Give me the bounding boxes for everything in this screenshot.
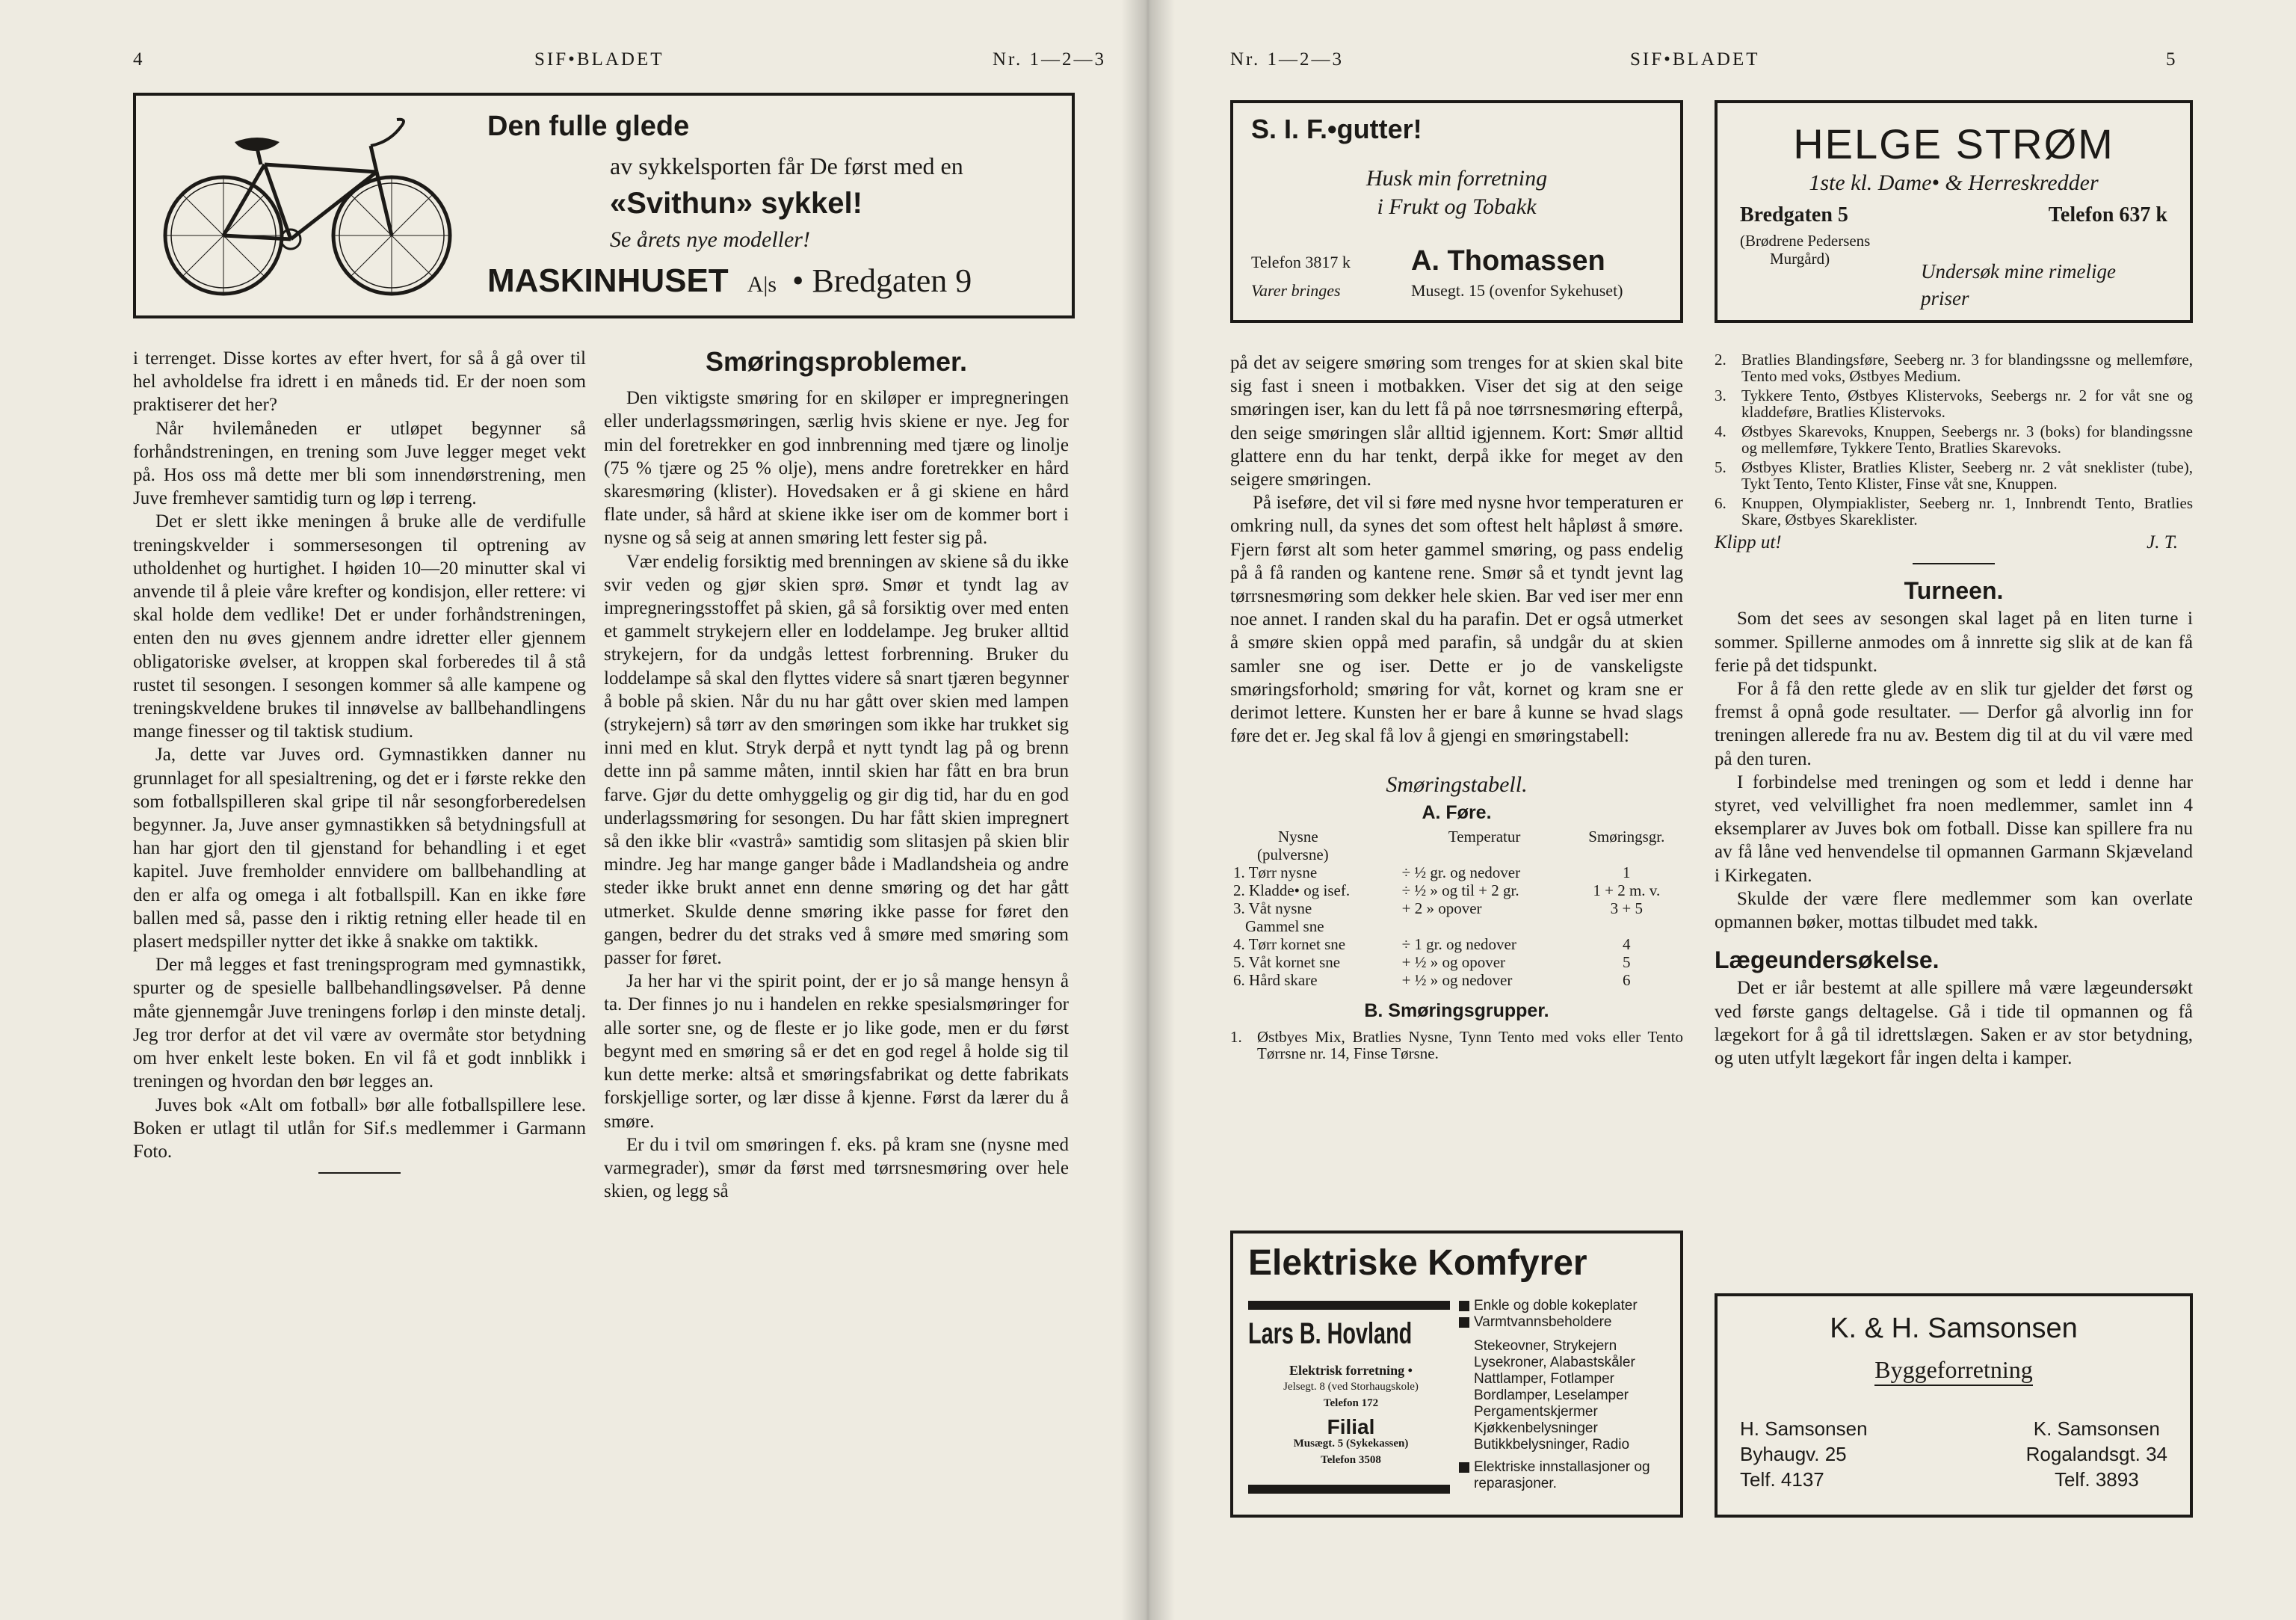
product-item: Stekeovner, Strykejern Lysekroner, Alabastskåler Nattlamper, Fotlamper Bordlamper, Leselamper Pergamentskjermer Kjøkkenbelysninger Butikkbelysninger, Radio	[1474, 1338, 1635, 1453]
paragraph: I forbindelse med treningen og som et ledd i denne har styret, ved velvillighet fra noen medlemmer, samlet inn 4 eksemplarer av Juves bok om fotball. Disse kan spillere fra nu av få låne ved henvendelse til opmannen Garmann Skjæveland i Kirkegaten.	[1715, 771, 2193, 886]
paragraph: i terrenget. Disse kortes av efter hvert, for så å gå over til hel avholdelse fra idrett i en måneds tid. Er der noen som praktiserer det her?	[133, 348, 586, 416]
ad-slogan: priser	[1921, 287, 1969, 309]
lubrication-table	[1230, 828, 1683, 989]
ad-headline	[1248, 1242, 1587, 1284]
trade-label: Byggeforretning	[1874, 1356, 2033, 1386]
column-header: Smøringsgr.	[1588, 827, 1665, 846]
branch-phone: Telefon 3508	[1321, 1454, 1381, 1466]
ad-slogan	[1233, 164, 1680, 221]
contact-phone: Telf. 4137	[1740, 1468, 1824, 1491]
table-row	[1230, 953, 1683, 971]
section-title: Turneen.	[1904, 577, 2004, 605]
shop-phone: Telefon 637 k	[2048, 203, 2167, 227]
ad-slogan: Undersøk mine rimelige	[1921, 260, 2116, 283]
item-number: 5.	[1715, 458, 1726, 476]
table-cell: ÷ ½ gr. og nedover	[1401, 863, 1521, 881]
headline-word: Komfyrer	[1428, 1243, 1587, 1283]
table-cell: 1. Tørr nysne	[1233, 863, 1318, 881]
shop-phone: Telefon 172	[1323, 1397, 1379, 1409]
paragraph: på det av seigere smøring som trenges for at skien skal bite sig fast i sneen i motbakken. Viser det sig at den seige smøringen iser, kan du lett få på noe tørrsnesmøring efterpå, den seige smøringen slår alltid igjennem. Kort: Smør alltid glattere enn du har tenkt, derpå ikke for meget av den seigere smøringen.	[1230, 353, 1683, 490]
paragraph: Ja her har vi the spirit point, der er jo så mange hensyn å ta. Der finnes jo nu i handelen en rekke spesialsmøringer for alle sorter sne, og de fleste er jo like gode, men er du først begynt med en smøring så er det en god regel å holde sig til kun dette merke: altså et smøringsfabrikat og dette fabrikats forskjellige sorter, og lær disse å kjenne. Først da lærer du å smøre.	[604, 971, 1069, 1132]
right-page	[1148, 0, 2296, 1620]
table-cell: 1	[1623, 863, 1631, 881]
ad-phone: Telefon 3817 k	[1251, 253, 1351, 271]
table-title: Smøringstabell.	[1386, 772, 1528, 798]
article-title: Smøringsproblemer.	[705, 346, 968, 377]
list-item	[1715, 459, 2193, 492]
table-cell: 5	[1623, 952, 1631, 971]
item-number: 6.	[1715, 494, 1726, 512]
article-column-4	[1715, 351, 2193, 1070]
table-section: B. Smøringsgrupper.	[1364, 1000, 1549, 1021]
group-text: Østbyes Mix, Bratlies Nysne, Tynn Tento med voks eller Tento Tørrsne nr. 14, Finse Tørsne.	[1257, 1028, 1683, 1063]
table-header-row	[1230, 828, 1683, 846]
shop-address: Bredgaten 5	[1740, 203, 1848, 227]
table-cell: 5. Våt kornet sne	[1233, 952, 1341, 971]
item-text: Østbyes Skarevoks, Knuppen, Seebergs nr. 3 (boks) for blandingssne og mellemføre, Tykkere Tento, Bratlies Skarevoks.	[1741, 422, 2193, 457]
samsonsen-ad	[1715, 1293, 2193, 1518]
column-header: Nysne	[1278, 827, 1318, 846]
shop-address: Jelsegt. 8 (ved Storhaugskole)	[1283, 1381, 1419, 1393]
paragraph: Der må legges et fast treningsprogram med gymnastikk, spurter og de spesielle ballbehandlingsøvelser. På denne måte gjennemgår Juve treningens forløp i den minste detalj. Jeg tror derfor at det vil være av overmåte stor betydning om hver enkelt leste boken. En vil få et godt innblikk i treningen og hvordan den bør legges an.	[133, 955, 586, 1092]
table-cell: + ½ » og nedover	[1401, 970, 1513, 989]
table-cell: 6. Hård skare	[1233, 970, 1318, 989]
table-row	[1230, 899, 1683, 917]
magazine-title: SIF•BLADET	[1630, 49, 1760, 70]
section-title: Lægeundersøkelse.	[1715, 946, 1939, 974]
table-row	[1230, 971, 1683, 989]
shop-name: K. & H. Samsonsen	[1830, 1313, 2078, 1344]
table-cell: 4	[1623, 934, 1631, 953]
item-text: Tykkere Tento, Østbyes Klistervoks, Seebergs nr. 2 for våt sne og kladdeføre, Bratlies Klistervoks.	[1741, 386, 2193, 421]
shop-trade: 1ste kl. Dame• & Herreskredder	[1809, 170, 2099, 195]
clip-note: Klipp ut!	[1715, 532, 1782, 552]
thomassen-ad	[1230, 100, 1683, 323]
item-text: Østbyes Klister, Bratlies Klister, Seeberg nr. 2 våt sneklister (tube), Tykt Tento, Tento Klister, Finse våt sne, Knuppen.	[1741, 458, 2193, 493]
contact-name: H. Samsonsen	[1740, 1417, 1868, 1440]
shop-address: Musegt. 15 (ovenfor Sykehuset)	[1411, 281, 1623, 300]
paragraph: Juves bok «Alt om fotball» bør alle fotballspillere lese. Boken er utlagt til utlån for Sif.s medlemmer i Garmann Foto.	[133, 1094, 586, 1162]
ad-headline: Den fulle glede	[487, 111, 690, 142]
shop-trade	[1718, 1356, 2190, 1384]
paragraph: Vær endelig forsiktig med brenningen av skiene så du ikke svir veden og gjør skien sprø. Smør et tyndt lag av impregneringsstoffet på skien, gå så forsiktig over med enten et gammelt strykejern eller en loddelampe. Jeg bruker alltid strykejern, for da undgås lettest forbrenning. Bruker du loddelampe så skal den flyttes videre så snart tjæren begynner å boble på skien. Når du nu har gått over skien med lampen (strykejern) så tørr av den smøringen som ikke har trukket sig inni med en klut. Stryk derpå et nytt tyndt lag på og brenn dette inn på samme måten, inntil skien har fått en bra brun farve. Gjør du dette omhyggelig og gir dig tid, har du en god underlagssmøring for sesongen. Du har fått skien impregnert så den ikke blir «vastrå» samtidig som slitasjen på skien blir mindre. Jeg har mange ganger både i Madlandsheia og andre steder ikke brukt annet enn denne smøring og det har gått utmerket. Skulde denne smøring ikke passe for føret den gangen, bedrer du det straks ved å smøre med smøring som passer for føret.	[604, 551, 1069, 969]
item-number: 2.	[1715, 351, 1726, 369]
page-number: 4	[133, 49, 145, 70]
product-item: Varmtvannsbeholdere	[1474, 1314, 1612, 1330]
address-note: Murgård)	[1770, 250, 1830, 268]
contact-phone: Telf. 3893	[2054, 1468, 2139, 1491]
product-item: Elektriske innstallasjoner og reparasjoner.	[1474, 1459, 1650, 1491]
ad-delivery: Varer bringes	[1251, 281, 1341, 300]
product-item: Enkle og doble kokeplater	[1474, 1298, 1638, 1313]
column-header: Temperatur	[1448, 827, 1521, 846]
shop-name: HELGE STRØM	[1793, 120, 2114, 167]
paragraph: På iseføre, det vil si føre med nysne hvor temperaturen er omkring null, da synes det som oftest helt håpløst å smøre. Fjern først alt som heter gammel smøring, og pass endelig på å få randen og kantene rene. Smør så et tyndt jevnt lag tørrsnesmøring som dekker hele skien. Bar ved iser mer enn noe annet. I randen skal du ha parafin. Det er også utmerket å smøre skien oppå med parafin, så undgår du at skien samler sne og iser. Dette er jo de vanskeligste smøringsforhold; smøring for våt, kornet og kram sne er derimot lettere. Kunsten her er bare å kunne se hvad slags føre det er. Jeg skal få lov å gjengi en smøringstabell:	[1230, 493, 1683, 747]
item-text: Knuppen, Olympiaklister, Seeberg nr. 1, Innbrendt Tento, Bratlies Skare, Østbyes Skareklister.	[1741, 494, 2193, 529]
table-cell: + ½ » og opover	[1401, 952, 1506, 971]
table-cell: 3 + 5	[1610, 899, 1643, 917]
table-cell: ÷ 1 gr. og nedover	[1401, 934, 1516, 953]
paragraph: Det er iår bestemt at alle spillere må være lægeundersøkt ved første gangs deltagelse. Gå i tide til opmannen og få lægekort for å gå til idrettslægen. Saken er av stor betydning, og uten utfylt lægekort får ingen delta i kamper.	[1715, 978, 2193, 1069]
table-row	[1230, 881, 1683, 899]
shop-name: MASKINHUSET	[487, 262, 729, 299]
list-item	[1715, 423, 2193, 456]
shop-name: Lars B. Hovland	[1248, 1317, 1413, 1350]
page-gutter	[1121, 0, 1175, 1620]
table-cell: 4. Tørr kornet sne	[1233, 934, 1346, 953]
paragraph: Når hvilemåneden er utløpet begynner så forhåndstreningen, en trening som Juve legger meget vekt på. Hos oss må dette mer bli som innendørstrening, men Juve fremhever samtidig turn og løp i terreng.	[133, 418, 586, 509]
paragraph: Skulde der være flere medlemmer som kan overlate opmannen bøker, mottas tilbudet med takk.	[1715, 888, 2193, 933]
shop-address: • Bredgaten 9	[792, 262, 972, 299]
product-list	[1459, 1298, 1677, 1492]
table-row	[1230, 863, 1683, 881]
address-note: (Brødrene Pedersens	[1740, 232, 1871, 250]
lubrication-group-list	[1715, 351, 2193, 528]
paragraph: Den viktigste smøring for en skiløper er impregneringen eller underlagssmøringen, særlig hvis skiene er nye. Jeg for min del foretrekker en god innbrenning med tjære og linolje (75 % tjære og 25 % olje), mens andre foretrekker en hård skaresmøring (klister). Hovedsaken er å gi skiene en hård flate under, så hård at skiene ikke iser om de kommer bort i nysne og så seig at annen smøring lett fester sig på.	[604, 388, 1069, 549]
author-signature: J. T.	[2147, 532, 2178, 552]
table-cell: ÷ ½ » og til + 2 gr.	[1401, 881, 1519, 899]
table-cell: 1 + 2 m. v.	[1593, 881, 1661, 899]
table-cell: 3. Våt nysne	[1233, 899, 1312, 917]
list-item	[1715, 495, 2193, 528]
contact-right	[2026, 1416, 2167, 1492]
page-number: 5	[2166, 49, 2178, 70]
branch-address: Musægt. 5 (Sykekassen)	[1293, 1438, 1409, 1450]
article-column-1	[133, 347, 586, 1174]
ad-line: Husk min forretning	[1365, 166, 1548, 191]
svithun-bicycle-ad	[133, 93, 1075, 318]
issue-number: Nr. 1—2—3	[1230, 49, 1344, 70]
helge-strom-ad	[1715, 100, 2193, 323]
shop-form: A|s	[747, 272, 777, 297]
ad-product: «Svithun» sykkel!	[610, 187, 862, 220]
article-column-2	[604, 344, 1069, 1203]
ad-line: av sykkelsporten får De først med en	[610, 153, 963, 179]
branch-title: Filial	[1327, 1415, 1375, 1438]
issue-number: Nr. 1—2—3	[993, 49, 1106, 70]
divider-bar	[1248, 1485, 1450, 1494]
section-rule	[318, 1172, 401, 1174]
table-section: A. Føre.	[1422, 801, 1492, 823]
headline-word: Elektriske	[1248, 1243, 1418, 1283]
hovland-electric-ad	[1230, 1231, 1683, 1518]
table-cell: 2. Kladde• og isef.	[1233, 881, 1351, 899]
magazine-title: SIF•BLADET	[534, 49, 664, 70]
item-number: 3.	[1715, 386, 1726, 404]
list-item	[1715, 387, 2193, 420]
table-cell: + 2 » opover	[1401, 899, 1482, 917]
table-subheader: Gammel sne	[1245, 917, 1324, 935]
item-number: 4.	[1715, 422, 1726, 440]
shop-business: Elektrisk forretning •	[1289, 1363, 1413, 1378]
table-subheader: (pulversne)	[1257, 845, 1329, 863]
ad-headline: S. I. F.•gutter!	[1251, 114, 1422, 144]
paragraph: Som det sees av sesongen skal laget på en liten turne i sommer. Spillerne anmodes om å innrette sig slik at de kan få ferie på det tidspunkt.	[1715, 609, 2193, 676]
paragraph: Ja, dette var Juves ord. Gymnastikken danner nu grunnlaget for all spesialtrening, og det er i første rekke den som fotballspilleren skal gripe til når sesongforberedelsen begynner. Ja, Juve anser gymnastikken så betydningsfull at han har gjort den til gjenstand for behandling i et eget kapitel. Juve fremholder ennvidere om ballbehandling at den er alfa og omega i alt fotballspill. Kan en ikke føre ballen med så, passe den i riktig retning eller heade til en plasert medspiller nytter det ikke å snakke om taktikk.	[133, 745, 586, 952]
bicycle-illustration	[152, 112, 466, 307]
paragraph: Er du i tvil om smøringen f. eks. på kram sne (nysne med varmegrader), smør da først med tørrsnesmøring over hele skien, og legg så	[604, 1134, 1069, 1202]
list-item	[1715, 351, 2193, 384]
contact-left	[1740, 1416, 1868, 1492]
contact-address: Rogalandsgt. 34	[2025, 1443, 2167, 1465]
shop-name: A. Thomassen	[1411, 245, 1605, 277]
contact-address: Byhaugv. 25	[1740, 1443, 1847, 1465]
shop-details	[1248, 1362, 1454, 1468]
ad-tagline: Se årets nye modeller!	[610, 227, 810, 252]
ad-line: i Frukt og Tobakk	[1377, 194, 1537, 219]
paragraph: For å få den rette glede av en slik tur gjelder det først og fremst å opnå gode resultater. — Derfor gå alvorlig inn for treningen allerede fra nu av. Bestem dig til at du vil være med på den turen.	[1715, 679, 2193, 769]
item-text: Bratlies Blandingsføre, Seeberg nr. 3 for blandingssne og mellemføre, Tento med voks, Østbyes Medium.	[1741, 351, 2193, 385]
contact-name: K. Samsonsen	[2033, 1417, 2160, 1440]
divider-bar	[1248, 1301, 1450, 1310]
clip-line	[1715, 531, 2193, 554]
section-rule	[1913, 563, 1995, 564]
ad-shop-line	[487, 262, 972, 300]
group-item: 1. Østbyes Mix, Bratlies Nysne, Tynn Tento med voks eller Tento Tørrsne nr. 14, Finse Tørsne.	[1230, 1028, 1683, 1063]
table-row	[1230, 935, 1683, 953]
table-cell: 6	[1623, 970, 1631, 989]
paragraph: Det er slett ikke meningen å bruke alle de verdifulle treningskvelder i sommersesongen til optrening av utholdenhet og hurtighet. I høiden 10—20 minutter skal vi anvende til å pleie våre krefter og kondisjon, eller rettere: vi skal holde dem vedlike! Det er under forhåndstreningen, enten den nu øves gjennem andre idretter eller gjennem obligatoriske øvelser, at kroppen skal forberedes til å stå rustet til sesongen. I sesongen kommer så alle kampene og treningskveldene brukes til innøvelse av ballbehandlingens mange finesser og til taktisk studium.	[133, 511, 586, 742]
article-column-3	[1230, 351, 1683, 1062]
